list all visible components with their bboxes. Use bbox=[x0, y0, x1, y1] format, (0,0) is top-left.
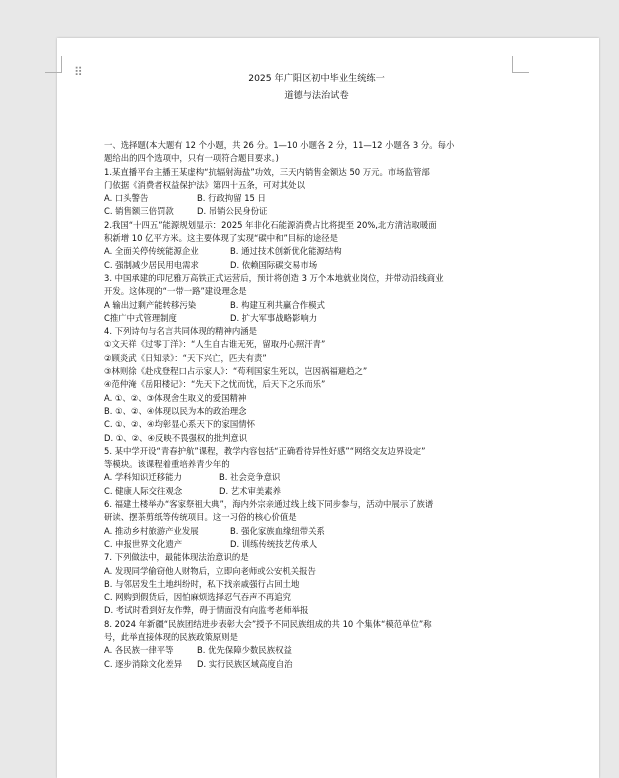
q6-option-b: B. 强化家族血缘纽带关系 bbox=[230, 525, 325, 536]
q6-stem-line-1: 6. 福建土楼举办“客家祭祖大典”，海内外宗亲通过线上线下同步参与，活动中展示了族谱 bbox=[104, 499, 434, 510]
q6-options-row-2 bbox=[104, 538, 529, 551]
q2-option-a: A. 全面关停传统能源企业 bbox=[104, 246, 199, 257]
section-heading-line-2: 题给出的四个选项中，只有一项符合题目要求。) bbox=[104, 153, 279, 164]
q4-item-3: ③林则徐《赴戍登程口占示家人》：“苟利国家生死以，岂因祸福避趋之” bbox=[104, 366, 368, 377]
q1-option-c: C. 销售额三倍罚款 bbox=[104, 206, 174, 217]
q6-options-row-1 bbox=[104, 525, 529, 538]
q4-item-1: ①文天祥《过零丁洋》：“人生自古谁无死，留取丹心照汗青” bbox=[104, 339, 326, 350]
q3-stem-line-2: 开发。这体现的“一带一路”建设理念是 bbox=[104, 286, 247, 297]
q3-option-b: B. 构建互利共赢合作模式 bbox=[230, 299, 325, 310]
q5-stem-line-2: 等模块。该课程着重培养青少年的 bbox=[104, 459, 230, 470]
q1-stem-line-2: 门依据《消费者权益保护法》第四十五条，可对其处以 bbox=[104, 179, 305, 190]
q8-stem-line-2: 号，此举直接体现的民族政策原则是 bbox=[104, 631, 238, 642]
q2-option-c: C. 强制减少居民用电需求 bbox=[104, 259, 199, 270]
q5-options-row-1 bbox=[104, 471, 529, 484]
q4-item-2: ②顾炎武《日知录》：“天下兴亡，匹夫有责” bbox=[104, 352, 267, 363]
q2-options-row-2 bbox=[104, 259, 529, 272]
q2-option-b: B. 通过技术创新优化能源结构 bbox=[230, 246, 342, 257]
q4-item-4: ④范仲淹《岳阳楼记》：“先天下之忧而忧，后天下之乐而乐” bbox=[104, 379, 326, 390]
q5-option-c: C. 健康人际交往观念 bbox=[104, 485, 183, 496]
document-content bbox=[104, 72, 529, 671]
q7-option-b: B. 与邻居发生土地纠纷时，私下找亲戚强行占回土地 bbox=[104, 578, 300, 589]
drag-handle-icon[interactable]: ⠿ bbox=[74, 65, 84, 79]
q4-option-a: A. ①、②、③体现舍生取义的爱国精神 bbox=[104, 392, 247, 403]
q2-options-row-1 bbox=[104, 245, 529, 258]
q3-option-c: C推广中式管理制度 bbox=[104, 312, 177, 323]
q7-option-c: C. 网购到假货后，因怕麻烦选择忍气吞声不再追究 bbox=[104, 592, 292, 603]
margin-corner-mark-left bbox=[45, 56, 62, 73]
q6-option-c: C. 申报世界文化遗产 bbox=[104, 538, 183, 549]
q7-option-d: D. 考试时看到好友作弊，碍于情面没有向监考老师举报 bbox=[104, 605, 309, 616]
q8-option-b: B. 优先保障少数民族权益 bbox=[197, 645, 292, 656]
q1-stem-line-1: 1.某直播平台主播王某虚构“抗辐射海盐”功效，三天内销售金额达 50 万元。市场监管部 bbox=[104, 166, 430, 177]
q3-option-a: A 输出过剩产能转移污染 bbox=[104, 299, 197, 310]
q7-option-a: A. 发现同学偷窃他人财物后，立即向老师或公安机关报告 bbox=[104, 565, 316, 576]
q1-option-b: B. 行政拘留 15 日 bbox=[197, 193, 266, 204]
exam-subtitle: 道德与法治试卷 bbox=[284, 90, 349, 101]
q4-option-b: B. ①、②、④体现以民为本的政治理念 bbox=[104, 405, 247, 416]
exam-title: 2025 年广阳区初中毕业生统练一 bbox=[248, 73, 385, 84]
q4-stem: 4. 下列诗句与名言共同体现的精神内涵是 bbox=[104, 326, 258, 337]
q1-options-row-1 bbox=[104, 192, 529, 205]
q2-stem-line-1: 2.我国“十四五”能源规划显示：2025 年非化石能源消费占比将提至 20%,北方清洁取暖面 bbox=[104, 219, 437, 230]
q4-option-d: D. ①、②、④反映不畏强权的批判意识 bbox=[104, 432, 248, 443]
q8-options-row-1 bbox=[104, 644, 529, 657]
q8-option-c: C. 逐步消除文化差异 bbox=[104, 658, 183, 669]
q5-stem-line-1: 5. 某中学开设“青春护航”课程，教学内容包括“正确看待异性好感”“网络交友边界设定” bbox=[104, 445, 426, 456]
q2-option-d: D. 依赖国际碳交易市场 bbox=[230, 259, 318, 270]
q1-options-row-2 bbox=[104, 205, 529, 218]
q6-option-a: A. 推动乡村旅游产业发展 bbox=[104, 525, 199, 536]
q2-stem-line-2: 积新增 10 亿平方米。这主要体现了实现“碳中和”目标的途径是 bbox=[104, 233, 339, 244]
q1-option-d: D. 吊销公民身份证 bbox=[197, 206, 268, 217]
q3-options-row-2 bbox=[104, 312, 529, 325]
margin-corner-mark-right bbox=[512, 56, 529, 73]
q8-stem-line-1: 8. 2024 年新疆“民族团结进步表彰大会”授予不同民族组成的共 10 个集体“模范单位”称 bbox=[104, 618, 432, 629]
q7-stem: 7. 下列做法中，最能体现法治意识的是 bbox=[104, 552, 249, 563]
q6-option-d: D. 训练传统技艺传承人 bbox=[230, 538, 318, 549]
q5-option-b: B. 社会竞争意识 bbox=[219, 472, 281, 483]
q3-stem-line-1: 3. 中国承建的印尼雅万高铁正式运营后，预计将创造 3 万个本地就业岗位，并带动沿线商业 bbox=[104, 272, 444, 283]
q3-options-row-1 bbox=[104, 299, 529, 312]
q6-stem-line-2: 研读、摆茶剪纸等传统项目。这一习俗的核心价值是 bbox=[104, 512, 297, 523]
q3-option-d: D. 扩大军事战略影响力 bbox=[230, 312, 318, 323]
section-heading-line-1: 一、选择题(本大题有 12 个小题，共 26 分。1—10 小题各 2 分，11—12 小题各 3 分。每小 bbox=[104, 140, 455, 150]
q5-option-a: A. 学科知识迁移能力 bbox=[104, 472, 182, 483]
q5-options-row-2 bbox=[104, 485, 529, 498]
q1-option-a: A. 口头警告 bbox=[104, 193, 149, 204]
q5-option-d: D. 艺术审美素养 bbox=[219, 485, 282, 496]
q8-option-a: A. 各民族一律平等 bbox=[104, 645, 174, 656]
q4-option-c: C. ①、②、④均彰显心系天下的家国情怀 bbox=[104, 419, 255, 430]
q8-options-row-2 bbox=[104, 658, 529, 671]
q8-option-d: D. 实行民族区域高度自治 bbox=[197, 658, 293, 669]
